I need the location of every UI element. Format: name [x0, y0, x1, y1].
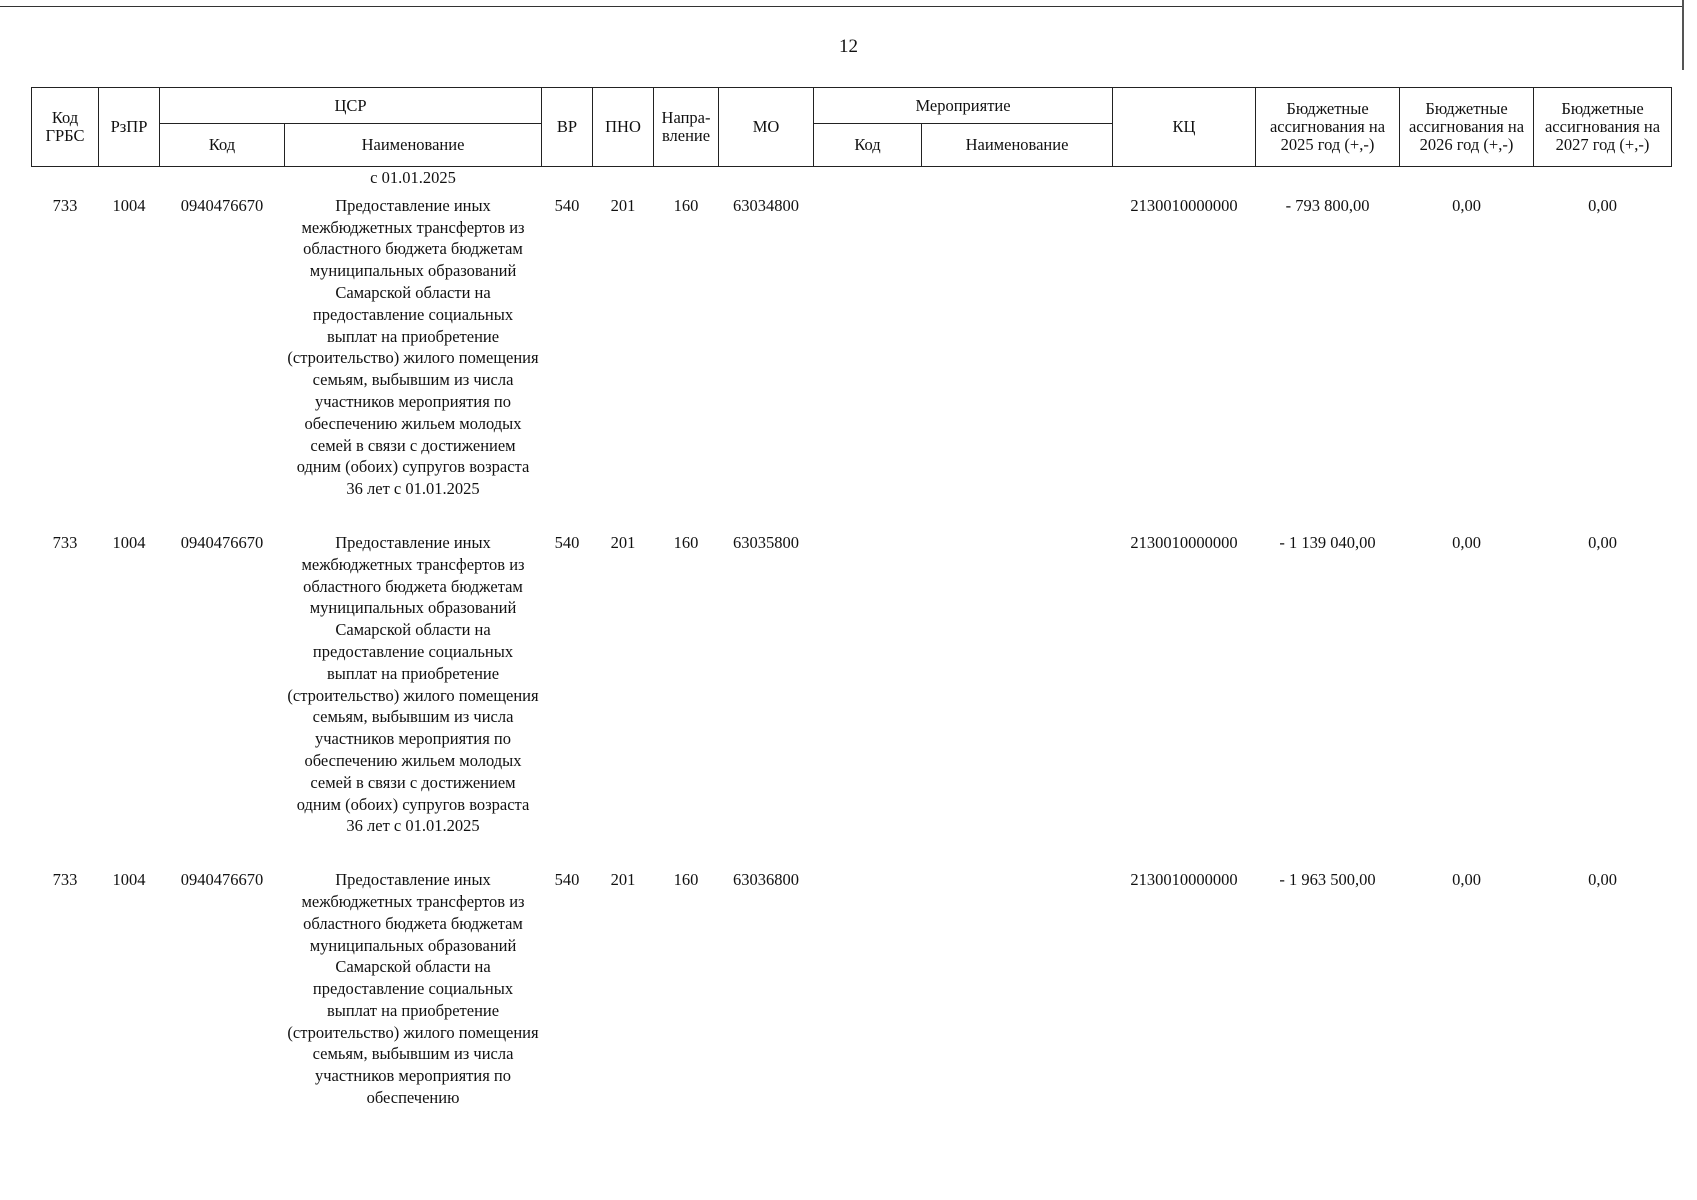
budget-table	[31, 87, 1672, 1135]
cell-name: Предоставление иных межбюджетных трансфертов из областного бюджета бюджетам муниципальных образований Самарской области на предоставление социальных выплат на приобретение (строительство) жилого помещения семьям, выбывшим из числа участников мероприятия по обеспечению	[287, 870, 539, 1108]
page-number: 12	[839, 36, 858, 57]
header-budget-2027: Бюджетные ассигнования на 2027 год (+,-)	[1534, 88, 1672, 167]
cell-budget-2026: 0,00	[1452, 532, 1481, 552]
cell-vr: 540	[554, 195, 580, 215]
cell-mo: 63034800	[733, 195, 800, 215]
top-rule	[0, 6, 1682, 7]
cell-vr: 540	[554, 870, 580, 890]
cell-pno: 201	[610, 195, 636, 215]
cell-napr: 160	[673, 195, 699, 215]
table-row	[32, 189, 1672, 526]
cell-grbs: 733	[52, 532, 78, 552]
cell-rzpr: 1004	[112, 532, 146, 552]
cell-budget-2025: - 1 963 500,00	[1279, 870, 1376, 890]
cell-mer-kod	[814, 526, 922, 863]
cell-name: Предоставление иных межбюджетных трансфертов из областного бюджета бюджетам муниципальных образований Самарской области на предоставление социальных выплат на приобретение (строительство) жилого помещения семьям, выбывшим из числа участников мероприятия по обеспечению жильем молодых семей в связи с достижением одним (обоих) супругов возраста 36 лет с 01.01.2025	[287, 195, 539, 499]
table-row	[32, 863, 1672, 1135]
cell-napr: 160	[673, 532, 699, 552]
cell-name: Предоставление иных межбюджетных трансфертов из областного бюджета бюджетам муниципальных образований Самарской области на предоставление социальных выплат на приобретение (строительство) жилого помещения семьям, выбывшим из числа участников мероприятия по обеспечению жильем молодых семей в связи с достижением одним (обоих) супругов возраста 36 лет с 01.01.2025	[287, 532, 539, 836]
cell-budget-2027: 0,00	[1588, 195, 1617, 215]
cell-mer-kod	[814, 863, 922, 1135]
header-budget-2026: Бюджетные ассигнования на 2026 год (+,-)	[1400, 88, 1534, 167]
cell-mer-kod	[814, 189, 922, 526]
cell-pno: 201	[610, 532, 636, 552]
header-napravlenie: Напра-вление	[654, 88, 719, 167]
cell-mer-name	[922, 863, 1113, 1135]
cell-csr: 0940476670	[180, 195, 264, 215]
cell-grbs: 733	[52, 870, 78, 890]
header-budget-2025: Бюджетные ассигнования на 2025 год (+,-)	[1256, 88, 1400, 167]
cell-napr: 160	[673, 870, 699, 890]
cell-kc: 2130010000000	[1130, 532, 1238, 552]
continuation-row	[32, 167, 1672, 189]
right-rule	[1682, 0, 1684, 70]
cell-csr: 0940476670	[180, 870, 264, 890]
header-kod-grbs: Код ГРБС	[32, 88, 99, 167]
cell-rzpr: 1004	[112, 195, 146, 215]
header-mer-kod: Код	[814, 124, 922, 167]
cell-budget-2025: - 1 139 040,00	[1279, 532, 1376, 552]
table-row	[32, 526, 1672, 863]
cell-budget-2026: 0,00	[1452, 195, 1481, 215]
cell-budget-2027: 0,00	[1588, 532, 1617, 552]
cell-pno: 201	[610, 870, 636, 890]
cell-vr: 540	[554, 532, 580, 552]
cell-mo: 63036800	[733, 870, 800, 890]
cell-budget-2027: 0,00	[1588, 870, 1617, 890]
cell-grbs: 733	[52, 195, 78, 215]
cell-budget-2025: - 793 800,00	[1285, 195, 1370, 215]
cell-kc: 2130010000000	[1130, 195, 1238, 215]
header-pno: ПНО	[593, 88, 654, 167]
cell-csr: 0940476670	[180, 532, 264, 552]
cell-rzpr: 1004	[112, 870, 146, 890]
header-csr: ЦСР	[160, 88, 542, 124]
header-kc: КЦ	[1113, 88, 1256, 167]
header-mer-name: Наименование	[922, 124, 1113, 167]
header-mo: МО	[719, 88, 814, 167]
header-vr: ВР	[542, 88, 593, 167]
header-meropriyatie: Мероприятие	[814, 88, 1113, 124]
header-rzpr: РзПР	[99, 88, 160, 167]
cell-kc: 2130010000000	[1130, 870, 1238, 890]
continuation-text: с 01.01.2025	[370, 168, 456, 187]
cell-mo: 63035800	[733, 532, 800, 552]
cell-mer-name	[922, 189, 1113, 526]
header-csr-name: Наименование	[285, 124, 542, 167]
cell-budget-2026: 0,00	[1452, 870, 1481, 890]
header-csr-kod: Код	[160, 124, 285, 167]
cell-mer-name	[922, 526, 1113, 863]
